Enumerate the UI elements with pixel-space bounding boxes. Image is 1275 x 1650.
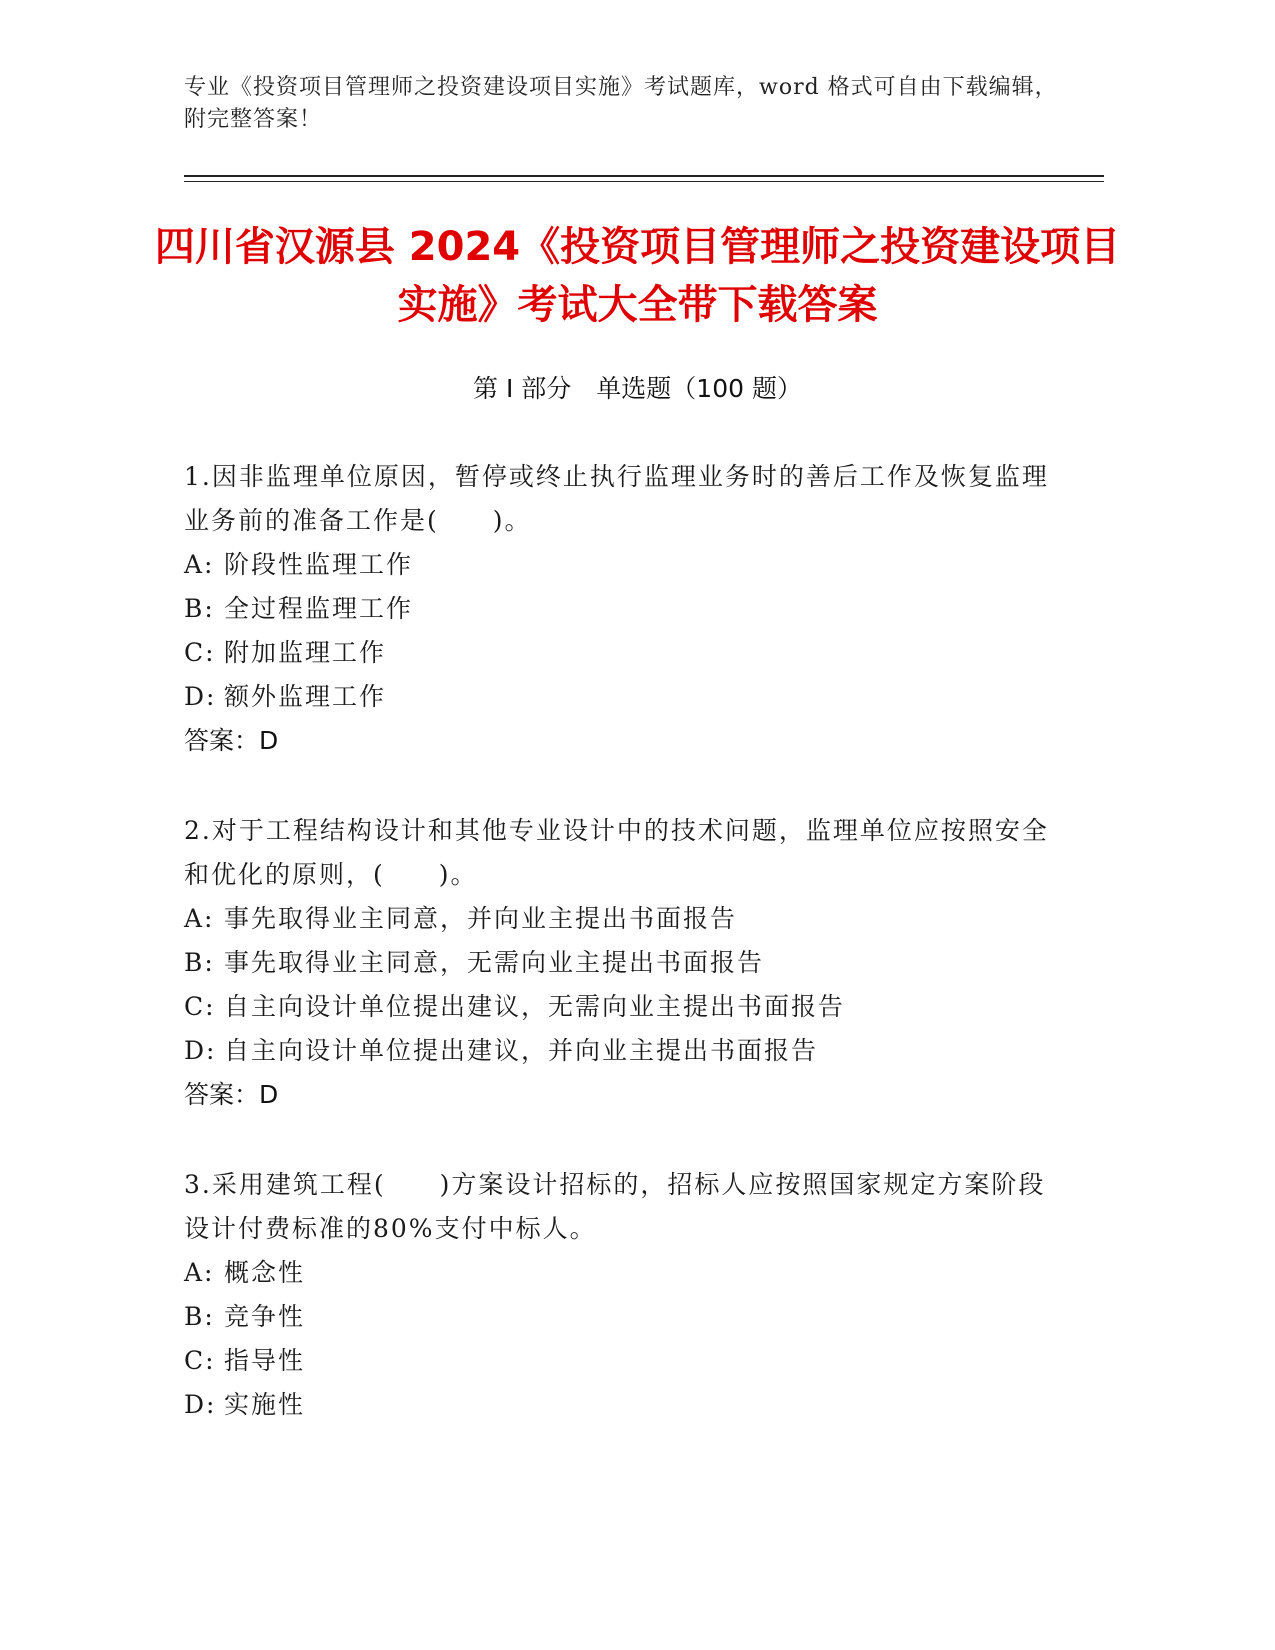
option-text: 阶段性监理工作 bbox=[224, 550, 414, 579]
option-key: C: bbox=[184, 992, 216, 1021]
option-text: 事先取得业主同意，无需向业主提出书面报告 bbox=[224, 948, 765, 977]
question-stem: 3.采用建筑工程( )方案设计招标的，招标人应按照国家规定方案阶段设计付费标准的80%支付中标人。 bbox=[184, 1170, 1046, 1243]
option-a bbox=[184, 543, 1064, 587]
header-divider-thin bbox=[184, 181, 1104, 182]
document-title: 四川省汉源县 2024《投资项目管理师之投资建设项目实施》考试大全带下载答案 bbox=[154, 224, 1121, 328]
option-b bbox=[184, 587, 1064, 631]
option-text: 全过程监理工作 bbox=[224, 594, 414, 623]
option-text: 额外监理工作 bbox=[224, 682, 387, 711]
option-key: A: bbox=[184, 904, 215, 933]
option-key: B: bbox=[184, 594, 215, 623]
option-a bbox=[184, 1251, 1064, 1295]
option-text: 指导性 bbox=[224, 1346, 306, 1375]
option-c bbox=[184, 985, 1064, 1029]
option-d bbox=[184, 1383, 1064, 1427]
option-b bbox=[184, 941, 1064, 985]
question-list bbox=[184, 455, 1064, 1473]
section-heading: 第 I 部分 单选题（100 题） bbox=[473, 374, 802, 403]
option-key: C: bbox=[184, 638, 216, 667]
option-text: 事先取得业主同意，并向业主提出书面报告 bbox=[224, 904, 738, 933]
option-text: 实施性 bbox=[224, 1390, 306, 1419]
question-3 bbox=[184, 1163, 1064, 1427]
option-text: 附加监理工作 bbox=[224, 638, 387, 667]
option-a bbox=[184, 897, 1064, 941]
option-key: D: bbox=[184, 682, 217, 711]
question-2 bbox=[184, 809, 1064, 1117]
option-d bbox=[184, 1029, 1064, 1073]
header-divider-thick bbox=[184, 175, 1104, 177]
option-text: 竞争性 bbox=[224, 1302, 306, 1331]
option-key: D: bbox=[184, 1036, 217, 1065]
option-b bbox=[184, 1295, 1064, 1339]
option-key: B: bbox=[184, 948, 215, 977]
header-note: 专业《投资项目管理师之投资建设项目实施》考试题库，word 格式可自由下载编辑，附完整答案！ bbox=[184, 75, 1058, 132]
option-text: 自主向设计单位提出建议，无需向业主提出书面报告 bbox=[224, 992, 846, 1021]
question-stem: 2.对于工程结构设计和其他专业设计中的技术问题，监理单位应按照安全和优化的原则，( )。 bbox=[184, 816, 1049, 889]
option-key: B: bbox=[184, 1302, 215, 1331]
option-d bbox=[184, 675, 1064, 719]
answer-line: 答案：D bbox=[184, 1080, 279, 1109]
option-key: A: bbox=[184, 550, 215, 579]
option-key: C: bbox=[184, 1346, 216, 1375]
answer-line: 答案：D bbox=[184, 726, 279, 755]
question-stem: 1.因非监理单位原因，暂停或终止执行监理业务时的善后工作及恢复监理业务前的准备工作是( )。 bbox=[184, 462, 1049, 535]
option-key: A: bbox=[184, 1258, 215, 1287]
option-c bbox=[184, 631, 1064, 675]
option-c bbox=[184, 1339, 1064, 1383]
option-key: D: bbox=[184, 1390, 217, 1419]
option-text: 自主向设计单位提出建议，并向业主提出书面报告 bbox=[224, 1036, 819, 1065]
option-text: 概念性 bbox=[224, 1258, 306, 1287]
question-1 bbox=[184, 455, 1064, 763]
